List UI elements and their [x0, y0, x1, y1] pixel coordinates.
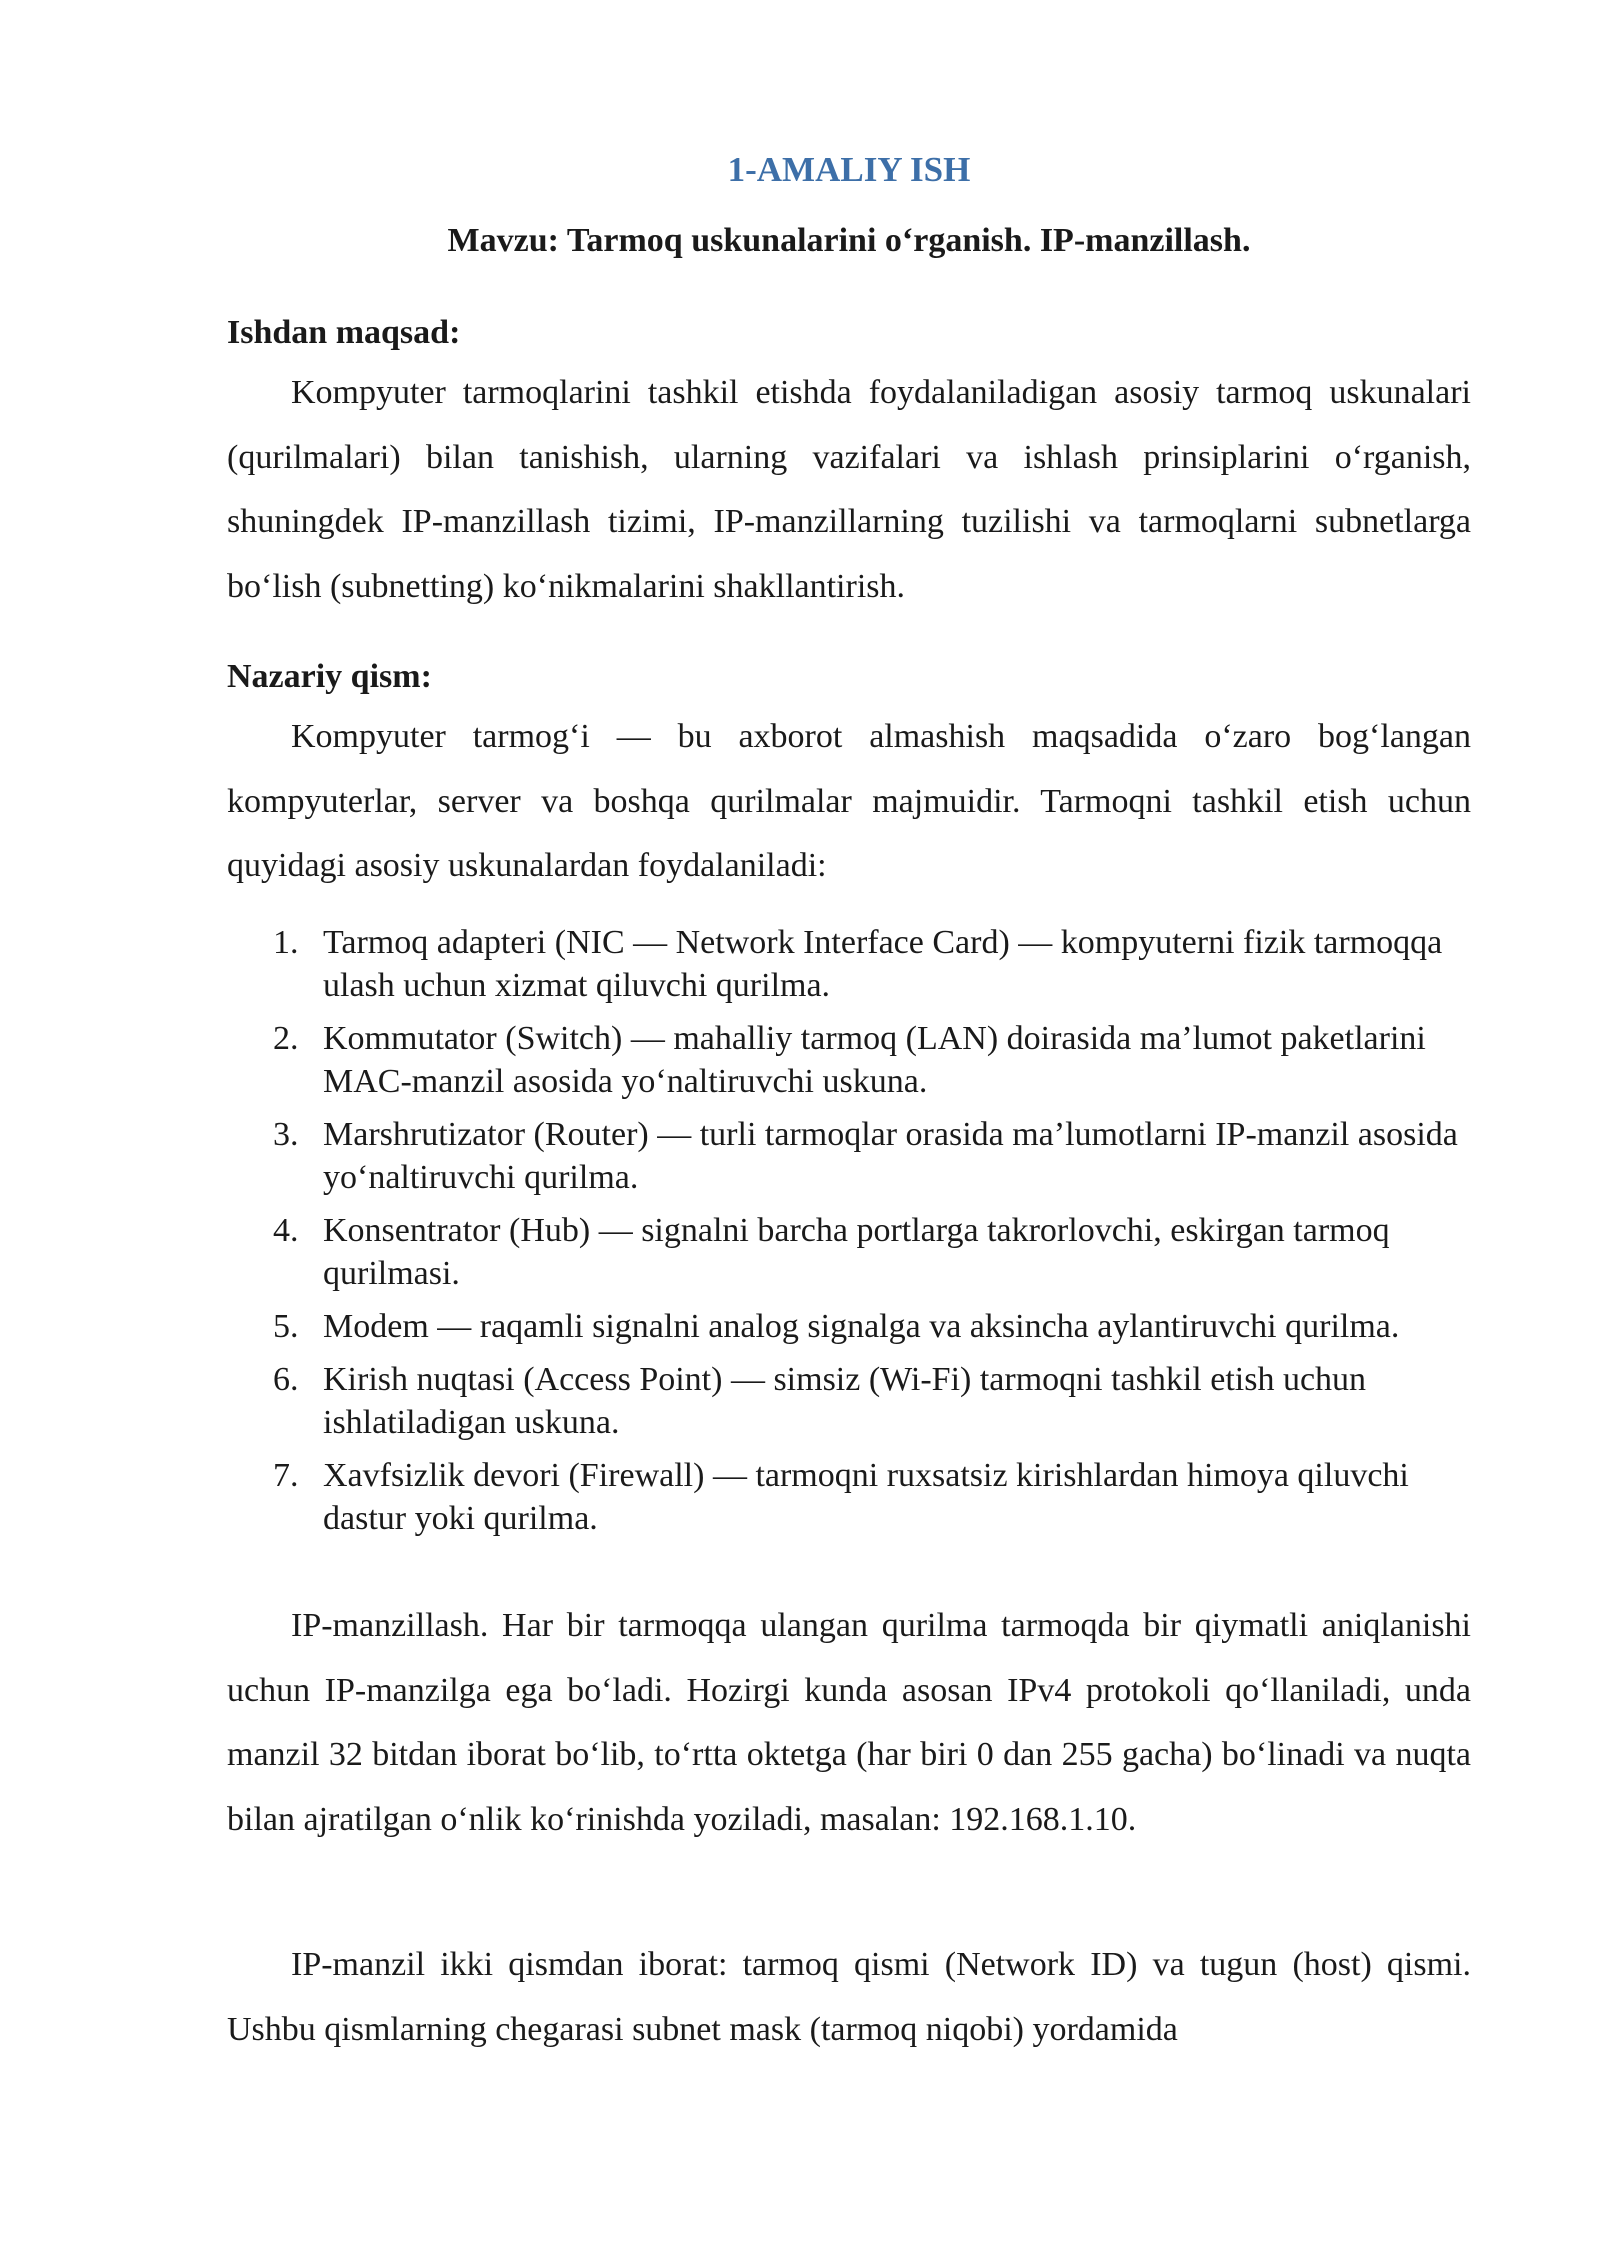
theory-intro-paragraph: Kompyuter tarmog‘i — bu axborot almashish maqsadida o‘zaro bog‘langan kompyuterlar, server va boshqa qurilmalar majmuidir. Tarmoqni tashkil etish uchun quyidagi asosiy uskunalardan foydalaniladi:: [227, 718, 1471, 884]
list-item-text: Kommutator (Switch) — mahalliy tarmoq (LAN) doirasida ma’lumot paketlarini MAC-manzil asosida yo‘naltiruvchi uskuna.: [323, 1020, 1426, 1100]
ip-structure-paragraph: IP-manzil ikki qismdan iborat: tarmoq qismi (Network ID) va tugun (host) qismi. Ushbu qismlarning chegarasi subnet mask (tarmoq niqobi) yordamida: [227, 1946, 1471, 2048]
list-item-text: Marshrutizator (Router) — turli tarmoqlar orasida ma’lumotlarni IP-manzil asosida yo‘naltiruvchi qurilma.: [323, 1116, 1458, 1196]
theory-heading: Nazariy qism:: [227, 658, 432, 695]
list-item-number: 6.: [273, 1361, 299, 1398]
list-item-number: 7.: [273, 1457, 299, 1494]
list-item-number: 2.: [273, 1020, 299, 1057]
goal-heading: Ishdan maqsad:: [227, 314, 461, 351]
document-topic: Mavzu: Tarmoq uskunalarini o‘rganish. IP-manzillash.: [447, 222, 1251, 259]
list-item: [227, 1305, 1471, 1348]
list-item: [227, 1017, 1471, 1103]
list-item-number: 5.: [273, 1308, 299, 1345]
network-devices-list: [227, 921, 1471, 1550]
list-item-text: Konsentrator (Hub) — signalni barcha portlarga takrorlovchi, eskirgan tarmoq qurilmasi.: [323, 1212, 1390, 1292]
list-item-number: 1.: [273, 924, 299, 961]
list-item: [227, 1113, 1471, 1199]
goal-paragraph: Kompyuter tarmoqlarini tashkil etishda foydalaniladigan asosiy tarmoq uskunalari (qurilmalari) bilan tanishish, ularning vazifalari va ishlash prinsiplarini o‘rganish, shuningdek IP-manzillash tizimi, IP-manzillarning tuzilishi va tarmoqlarni subnetlarga bo‘lish (subnetting) ko‘nikmalarini shakllantirish.: [227, 374, 1471, 605]
list-item: [227, 1209, 1471, 1295]
list-item: [227, 1358, 1471, 1444]
list-item-number: 3.: [273, 1116, 299, 1153]
list-item-text: Modem — raqamli signalni analog signalga va aksincha aylantiruvchi qurilma.: [323, 1308, 1400, 1345]
list-item-text: Xavfsizlik devori (Firewall) — tarmoqni ruxsatsiz kirishlardan himoya qiluvchi dastur yoki qurilma.: [323, 1457, 1409, 1537]
list-item: [227, 921, 1471, 1007]
list-item: [227, 1454, 1471, 1540]
list-item-text: Tarmoq adapteri (NIC — Network Interface Card) — kompyuterni fizik tarmoqqa ulash uchun xizmat qiluvchi qurilma.: [323, 924, 1443, 1004]
list-item-number: 4.: [273, 1212, 299, 1249]
list-item-text: Kirish nuqtasi (Access Point) — simsiz (Wi-Fi) tarmoqni tashkil etish uchun ishlatiladigan uskuna.: [323, 1361, 1367, 1441]
ip-addressing-paragraph: IP-manzillash. Har bir tarmoqqa ulangan qurilma tarmoqda bir qiymatli aniqlanishi uchun IP-manzilga ega bo‘ladi. Hozirgi kunda asosan IPv4 protokoli qo‘llaniladi, unda manzil 32 bitdan iborat bo‘lib, to‘rtta oktetga (har biri 0 dan 255 gacha) bo‘linadi va nuqta bilan ajratilgan o‘nlik ko‘rinishda yoziladi, masalan: 192.168.1.10.: [227, 1607, 1471, 1838]
document-title: 1-AMALIY ISH: [727, 150, 971, 189]
